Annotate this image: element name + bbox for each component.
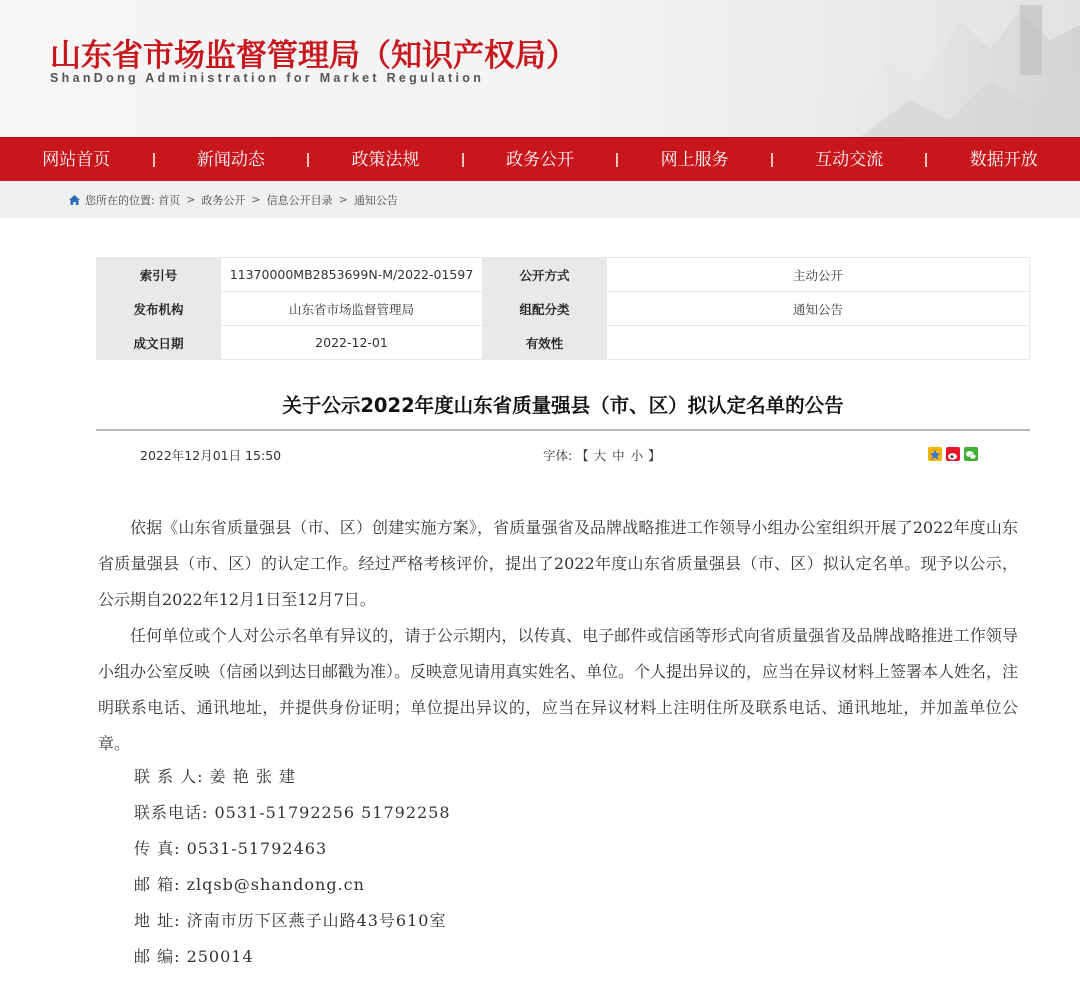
font-size-close: 】	[648, 448, 661, 463]
breadcrumb-item-govinfo[interactable]: 政务公开	[201, 193, 246, 207]
main-nav	[0, 137, 1080, 181]
contact-person: 联 系 人: 姜 艳 张 建	[134, 767, 296, 786]
body-paragraph: 依据《山东省质量强县（市、区）创建实施方案》，省质量强省及品牌战略推进工作领导小组办公室组织开展了2022年度山东省质量强县（市、区）的认定工作。经过严格考核评价，提出了2022年度山东省质量强县（市、区）拟认定名单。现予以公示，公示期自2022年12月1日至12月7日。	[98, 518, 1018, 609]
validity-value	[607, 326, 1030, 360]
publisher-label: 发布机构	[97, 292, 221, 326]
article-title: 关于公示2022年度山东省质量强县（市、区）拟认定名单的公告	[282, 394, 844, 417]
font-size-switcher	[543, 446, 661, 464]
index-value: 11370000MB2853699N-M/2022-01597	[221, 258, 483, 292]
breadcrumb-separator: >	[186, 193, 196, 206]
contact-fax: 传 真: 0531-51792463	[134, 839, 328, 858]
breadcrumb-item-catalog[interactable]: 信息公开目录	[266, 193, 333, 207]
weibo-share-icon[interactable]	[946, 447, 960, 461]
contact-address: 地 址: 济南市历下区燕子山路43号610室	[134, 911, 447, 930]
nav-item-policy[interactable]: 政策法规	[351, 149, 420, 170]
nav-item-interaction[interactable]: 互动交流	[815, 149, 884, 170]
contact-postcode: 邮 编: 250014	[134, 947, 254, 966]
document-meta-table	[96, 257, 1030, 360]
font-medium-button[interactable]: 中	[612, 448, 625, 463]
contact-phone: 联系电话: 0531-51792256 51792258	[134, 803, 451, 822]
font-size-label: 字体: 【	[543, 448, 589, 463]
table-row	[97, 292, 1030, 326]
nav-item-services[interactable]: 网上服务	[660, 149, 729, 170]
nav-item-opendata[interactable]: 数据开放	[969, 149, 1038, 170]
font-small-button[interactable]: 小	[630, 448, 644, 463]
article-body	[98, 510, 1018, 762]
written-date-label: 成文日期	[97, 326, 221, 360]
category-label: 组配分类	[483, 292, 607, 326]
breadcrumb-item-notice[interactable]: 通知公告	[353, 193, 398, 207]
contact-email: 邮 箱: zlqsb@shandong.cn	[134, 875, 365, 894]
mountain-landscape-image	[660, 0, 1080, 137]
home-icon	[68, 194, 81, 206]
written-date-value: 2022-12-01	[221, 326, 483, 360]
share-buttons	[928, 447, 978, 461]
category-value: 通知公告	[607, 292, 1030, 326]
index-label: 索引号	[97, 258, 221, 292]
site-subtitle: ShanDong Administration for Market Regulation	[50, 71, 485, 85]
validity-label: 有效性	[483, 326, 607, 360]
table-row	[97, 326, 1030, 360]
breadcrumb-prefix[interactable]: 您所在的位置: 首页	[85, 193, 181, 207]
breadcrumb-separator: >	[338, 193, 348, 206]
publish-date: 2022年12月01日 15:50	[140, 448, 282, 463]
wechat-share-icon[interactable]	[964, 447, 978, 461]
table-row	[97, 258, 1030, 292]
nav-item-news[interactable]: 新闻动态	[196, 149, 265, 170]
title-divider	[96, 429, 1030, 431]
open-method-value: 主动公开	[607, 258, 1030, 292]
font-large-button[interactable]: 大	[593, 448, 607, 463]
open-method-label: 公开方式	[483, 258, 607, 292]
breadcrumb	[0, 181, 1080, 218]
qzone-share-icon[interactable]	[928, 447, 942, 461]
site-title[interactable]: 山东省市场监督管理局（知识产权局）	[50, 38, 577, 74]
body-paragraph: 任何单位或个人对公示名单有异议的，请于公示期内，以传真、电子邮件或信函等形式向省质量强省及品牌战略推进工作领导小组办公室反映（信函以到达日邮戳为准）。反映意见请用真实姓名、单位。个人提出异议的，应当在异议材料上签署本人姓名，注明联系电话、通讯地址，并提供身份证明；单位提出异议的，应当在异议材料上注明住所及联系电话、通讯地址，并加盖单位公章。	[98, 626, 1019, 753]
nav-item-govinfo[interactable]: 政务公开	[506, 149, 575, 170]
publisher-value: 山东省市场监督管理局	[221, 292, 483, 326]
nav-item-home[interactable]: 网站首页	[42, 149, 111, 170]
site-header	[0, 0, 1080, 137]
breadcrumb-separator: >	[251, 193, 261, 206]
